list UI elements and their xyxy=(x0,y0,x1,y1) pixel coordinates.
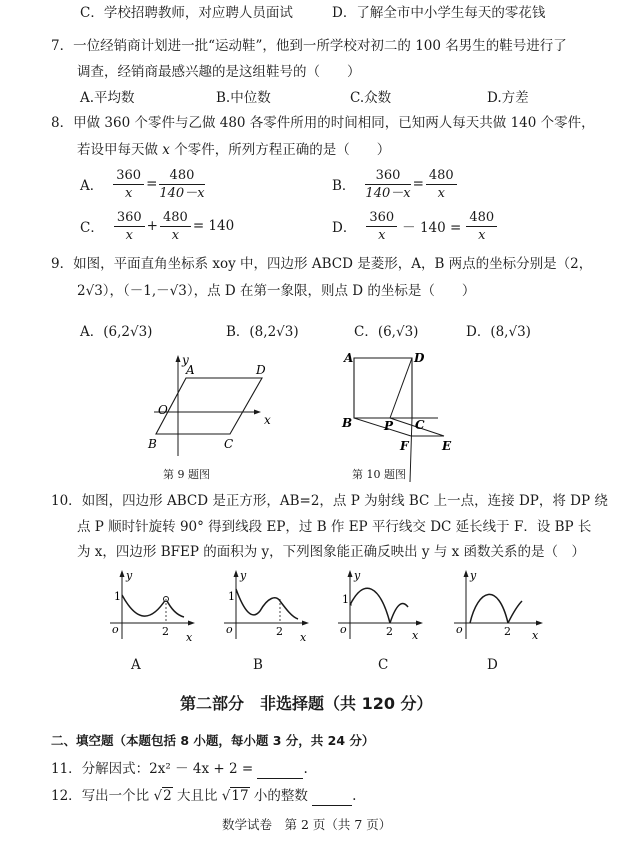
fraction: $\frac{360}{140-x}$ xyxy=(365,167,411,201)
svg-text:y: y xyxy=(240,569,247,582)
fig9-label-x: x xyxy=(264,413,271,427)
question-text: 分解因式：2x² － 4x + 2 = xyxy=(81,761,254,777)
curve xyxy=(236,589,298,619)
y-axis-arrow xyxy=(176,355,181,362)
curve-left xyxy=(470,594,508,623)
question-7-line2: 调查，经销商最感兴趣的是这组鞋号的（ ） xyxy=(77,64,361,80)
fig9-label-c: C xyxy=(224,437,234,451)
answer-blank[interactable] xyxy=(312,791,352,806)
figure-10 xyxy=(340,350,460,482)
question-8-line2: 若设甲每天做 x 个零件，所列方程正确的是（ ） xyxy=(77,142,391,158)
q8-option-d: D． $\frac{360}{x}$ － 140 = $\frac{480}{x}$ xyxy=(332,206,499,246)
question-7 xyxy=(51,36,567,56)
question-9-line2: 2√3），（－1,－√3），点 D 在第一象限，则点 D 的坐标是（ ） xyxy=(77,283,476,299)
q7-option-b: B.中位数 xyxy=(216,90,271,106)
fraction: $\frac{360}{x}$ xyxy=(113,167,144,202)
figure-9 xyxy=(140,352,280,464)
q8-option-b: B． $\frac{360}{140-x}$ = $\frac{480}{x}$ xyxy=(332,164,459,204)
page-footer: 数学试卷 第 2 页（共 7 页） xyxy=(222,817,392,832)
fig10-label-b: B xyxy=(342,416,353,430)
question-text: 如图，四边形 ABCD 是正方形，AB=2，点 P 为射线 BC 上一点，连接 DP，将 DP 绕 xyxy=(81,493,608,509)
sqrt-2: √2 xyxy=(153,788,172,804)
fig9-label-o: O xyxy=(158,403,168,417)
question-10 xyxy=(51,491,608,511)
y-axis-arrow xyxy=(348,570,353,577)
svg-text:o: o xyxy=(226,623,233,636)
curve-right xyxy=(508,601,522,623)
graph-b-label: B xyxy=(253,657,263,673)
fraction: $\frac{480}{140-x}$ xyxy=(159,167,205,201)
svg-text:x: x xyxy=(300,631,307,644)
fig10-label-d: D xyxy=(414,351,425,365)
section-2-heading: 二、填空题（本题包括 8 小题，每小题 3 分，共 24 分） xyxy=(51,733,375,748)
segment-bf xyxy=(354,418,411,436)
fraction: $\frac{480}{x}$ xyxy=(160,209,191,244)
graph-d-label: D xyxy=(487,657,498,673)
curve xyxy=(122,595,184,617)
q9-option-a: A．(6,2√3) xyxy=(80,324,153,340)
graph-a-label: A xyxy=(131,657,141,673)
sqrt-17: √17 xyxy=(221,788,249,804)
question-number: 8． xyxy=(51,115,74,131)
svg-text:x: x xyxy=(412,629,419,642)
q8-option-a: A． $\frac{360}{x}$ = $\frac{480}{140-x}$ xyxy=(80,167,205,201)
question-8 xyxy=(51,113,595,133)
x-axis-arrow xyxy=(254,410,261,415)
q7-option-a: A.平均数 xyxy=(80,90,135,106)
fraction: $\frac{480}{x}$ xyxy=(466,209,497,244)
answer-blank[interactable] xyxy=(257,764,303,779)
q6-option-d: D．了解全市中小学生每天的零花钱 xyxy=(332,5,546,21)
fig9-label-a: A xyxy=(186,363,195,377)
q7-option-d: D.方差 xyxy=(487,90,529,106)
graph-d xyxy=(444,567,544,647)
question-10-line3: 为 x，四边形 BFEP 的面积为 y，下列图象能正确反映出 y 与 x 函数关系的是（ ） xyxy=(77,544,586,560)
fig9-label-y: y xyxy=(182,353,189,367)
curve-left xyxy=(350,588,390,623)
svg-text:o: o xyxy=(340,623,347,636)
fig10-label-a: A xyxy=(344,351,354,365)
square-abcd xyxy=(354,358,412,418)
graph-c-label: C xyxy=(378,657,389,673)
fig10-label-f: F xyxy=(400,439,409,453)
q9-option-c: C．(6,√3) xyxy=(354,324,419,340)
fig10-label-c: C xyxy=(415,418,425,432)
line-dc-extended xyxy=(410,418,412,482)
fig10-label-e: E xyxy=(442,439,452,453)
figure-9-caption: 第 9 题图 xyxy=(163,468,210,481)
y-axis-arrow xyxy=(464,570,469,577)
question-number: 7． xyxy=(51,38,74,54)
svg-text:y: y xyxy=(470,569,477,582)
graph-b xyxy=(214,567,310,647)
question-text: 如图，平面直角坐标系 xoy 中，四边形 ABCD 是菱形，A，B 两点的坐标分别是（2， xyxy=(73,256,593,272)
fraction: $\frac{360}{x}$ xyxy=(366,209,397,244)
figure-10-caption: 第 10 题图 xyxy=(352,468,406,481)
question-text: 一位经销商计划进一批“运动鞋”，他到一所学校对初二的 100 名男生的鞋号进行了 xyxy=(73,38,567,54)
graph-c xyxy=(328,567,424,647)
fraction: $\frac{480}{x}$ xyxy=(426,167,457,202)
question-9 xyxy=(51,254,592,274)
y-axis-arrow xyxy=(120,570,125,577)
part-2-title: 第二部分 非选择题（共 120 分） xyxy=(180,694,433,713)
svg-text:o: o xyxy=(456,623,463,636)
svg-text:2: 2 xyxy=(162,625,169,638)
x-axis-arrow xyxy=(188,621,195,626)
svg-text:1: 1 xyxy=(342,593,349,606)
svg-text:o: o xyxy=(112,623,119,636)
x-axis-arrow xyxy=(416,621,423,626)
y-axis-arrow xyxy=(234,570,239,577)
fig10-label-p: P xyxy=(384,419,394,433)
question-number: 11． xyxy=(51,761,82,777)
question-number: 10． xyxy=(51,493,82,509)
curve-right xyxy=(390,604,408,623)
question-number: 9． xyxy=(51,256,74,272)
q9-option-d: D．(8,√3) xyxy=(466,324,531,340)
question-11: 11．分解因式：2x² － 4x + 2 = . xyxy=(51,761,308,777)
x-axis-arrow xyxy=(536,621,543,626)
svg-text:y: y xyxy=(126,569,133,582)
q7-option-c: C.众数 xyxy=(350,90,392,106)
svg-text:2: 2 xyxy=(276,625,283,638)
rhombus-abcd xyxy=(156,378,262,434)
svg-text:1: 1 xyxy=(114,590,121,603)
svg-text:x: x xyxy=(186,631,193,644)
question-10-line2: 点 P 顺时针旋转 90° 得到线段 EP，过 B 作 EP 平行线交 DC 延长线于 F．设 BP 长 xyxy=(77,519,592,535)
fig9-label-b: B xyxy=(148,437,157,451)
q9-option-b: B．(8,2√3) xyxy=(226,324,299,340)
svg-text:y: y xyxy=(354,569,361,582)
svg-text:2: 2 xyxy=(504,625,511,638)
q6-option-c: C．学校招聘教师，对应聘人员面试 xyxy=(80,5,293,21)
fig9-label-d: D xyxy=(256,363,266,377)
segment-dp xyxy=(390,358,412,418)
svg-text:1: 1 xyxy=(228,590,235,603)
svg-text:2: 2 xyxy=(386,625,393,638)
question-number: 12． xyxy=(51,788,82,804)
fraction: $\frac{360}{x}$ xyxy=(114,209,145,244)
svg-text:x: x xyxy=(532,629,539,642)
q8-option-c: C． $\frac{360}{x}$ + $\frac{480}{x}$ = 140 xyxy=(80,209,235,243)
x-axis-arrow xyxy=(302,621,309,626)
question-text: 甲做 360 个零件与乙做 480 各零件所用的时间相同，已知两人每天共做 140 个零件， xyxy=(73,115,595,131)
question-12: 12．写出一个比 √2 大且比 √17 小的整数 . xyxy=(51,788,357,804)
graph-a xyxy=(100,567,196,647)
